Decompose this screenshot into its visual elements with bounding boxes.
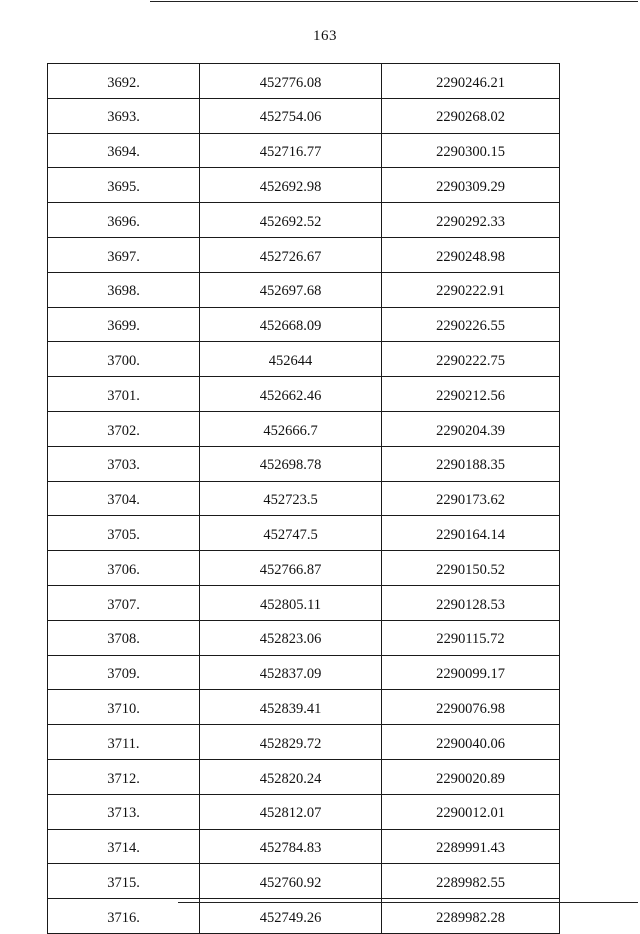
- y-coordinate-cell: 2290309.29: [382, 168, 560, 203]
- point-number-cell: 3701.: [48, 377, 200, 412]
- x-coordinate-cell: 452668.09: [200, 307, 382, 342]
- x-coordinate-cell: 452820.24: [200, 759, 382, 794]
- point-number-cell: 3706.: [48, 551, 200, 586]
- point-number-cell: 3692.: [48, 64, 200, 99]
- y-coordinate-cell: 2290012.01: [382, 794, 560, 829]
- y-coordinate-cell: 2290204.39: [382, 411, 560, 446]
- point-number-cell: 3705.: [48, 516, 200, 551]
- table-row: [48, 203, 560, 238]
- y-coordinate-cell: 2290020.89: [382, 759, 560, 794]
- y-coordinate-cell: 2290115.72: [382, 620, 560, 655]
- table-row: [48, 272, 560, 307]
- table-row: [48, 342, 560, 377]
- y-coordinate-cell: 2290222.75: [382, 342, 560, 377]
- x-coordinate-cell: 452716.77: [200, 133, 382, 168]
- y-coordinate-cell: 2289991.43: [382, 829, 560, 864]
- y-coordinate-cell: 2290248.98: [382, 237, 560, 272]
- table-row: [48, 829, 560, 864]
- x-coordinate-cell: 452839.41: [200, 690, 382, 725]
- point-number-cell: 3693.: [48, 98, 200, 133]
- point-number-cell: 3711.: [48, 725, 200, 760]
- table-row: [48, 585, 560, 620]
- x-coordinate-cell: 452666.7: [200, 411, 382, 446]
- y-coordinate-cell: 2290040.06: [382, 725, 560, 760]
- point-number-cell: 3714.: [48, 829, 200, 864]
- table-row: [48, 481, 560, 516]
- point-number-cell: 3710.: [48, 690, 200, 725]
- table-row: [48, 551, 560, 586]
- y-coordinate-cell: 2290212.56: [382, 377, 560, 412]
- point-number-cell: 3694.: [48, 133, 200, 168]
- point-number-cell: 3698.: [48, 272, 200, 307]
- point-number-cell: 3700.: [48, 342, 200, 377]
- y-coordinate-cell: 2290226.55: [382, 307, 560, 342]
- x-coordinate-cell: 452726.67: [200, 237, 382, 272]
- point-number-cell: 3695.: [48, 168, 200, 203]
- y-coordinate-cell: 2289982.55: [382, 864, 560, 899]
- y-coordinate-cell: 2290164.14: [382, 516, 560, 551]
- table-row: [48, 411, 560, 446]
- table-row: [48, 377, 560, 412]
- coordinate-table: [47, 63, 560, 934]
- x-coordinate-cell: 452776.08: [200, 64, 382, 99]
- table-row: [48, 64, 560, 99]
- point-number-cell: 3715.: [48, 864, 200, 899]
- point-number-cell: 3702.: [48, 411, 200, 446]
- y-coordinate-cell: 2290099.17: [382, 655, 560, 690]
- point-number-cell: 3707.: [48, 585, 200, 620]
- top-rule: [150, 1, 638, 2]
- point-number-cell: 3697.: [48, 237, 200, 272]
- table-row: [48, 725, 560, 760]
- x-coordinate-cell: 452805.11: [200, 585, 382, 620]
- point-number-cell: 3703.: [48, 446, 200, 481]
- table-row: [48, 98, 560, 133]
- x-coordinate-cell: 452697.68: [200, 272, 382, 307]
- y-coordinate-cell: 2289982.28: [382, 899, 560, 934]
- bottom-rule: [178, 902, 638, 903]
- table-row: [48, 899, 560, 934]
- y-coordinate-cell: 2290076.98: [382, 690, 560, 725]
- x-coordinate-cell: 452784.83: [200, 829, 382, 864]
- y-coordinate-cell: 2290222.91: [382, 272, 560, 307]
- point-number-cell: 3713.: [48, 794, 200, 829]
- table-row: [48, 133, 560, 168]
- y-coordinate-cell: 2290292.33: [382, 203, 560, 238]
- table-row: [48, 690, 560, 725]
- table-row: [48, 516, 560, 551]
- point-number-cell: 3699.: [48, 307, 200, 342]
- table-row: [48, 655, 560, 690]
- x-coordinate-cell: 452747.5: [200, 516, 382, 551]
- table-row: [48, 307, 560, 342]
- table-row: [48, 446, 560, 481]
- point-number-cell: 3712.: [48, 759, 200, 794]
- x-coordinate-cell: 452662.46: [200, 377, 382, 412]
- x-coordinate-cell: 452812.07: [200, 794, 382, 829]
- point-number-cell: 3696.: [48, 203, 200, 238]
- x-coordinate-cell: 452766.87: [200, 551, 382, 586]
- y-coordinate-cell: 2290246.21: [382, 64, 560, 99]
- table-body: [48, 64, 560, 934]
- x-coordinate-cell: 452692.98: [200, 168, 382, 203]
- table-row: [48, 794, 560, 829]
- table-row: [48, 759, 560, 794]
- point-number-cell: 3708.: [48, 620, 200, 655]
- y-coordinate-cell: 2290128.53: [382, 585, 560, 620]
- x-coordinate-cell: 452829.72: [200, 725, 382, 760]
- x-coordinate-cell: 452749.26: [200, 899, 382, 934]
- x-coordinate-cell: 452698.78: [200, 446, 382, 481]
- x-coordinate-cell: 452823.06: [200, 620, 382, 655]
- y-coordinate-cell: 2290300.15: [382, 133, 560, 168]
- x-coordinate-cell: 452692.52: [200, 203, 382, 238]
- table-row: [48, 237, 560, 272]
- y-coordinate-cell: 2290173.62: [382, 481, 560, 516]
- x-coordinate-cell: 452837.09: [200, 655, 382, 690]
- table-row: [48, 864, 560, 899]
- y-coordinate-cell: 2290150.52: [382, 551, 560, 586]
- page-number: 163: [313, 28, 337, 44]
- point-number-cell: 3704.: [48, 481, 200, 516]
- table-row: [48, 620, 560, 655]
- y-coordinate-cell: 2290188.35: [382, 446, 560, 481]
- x-coordinate-cell: 452723.5: [200, 481, 382, 516]
- point-number-cell: 3716.: [48, 899, 200, 934]
- table-row: [48, 168, 560, 203]
- x-coordinate-cell: 452754.06: [200, 98, 382, 133]
- point-number-cell: 3709.: [48, 655, 200, 690]
- x-coordinate-cell: 452760.92: [200, 864, 382, 899]
- y-coordinate-cell: 2290268.02: [382, 98, 560, 133]
- x-coordinate-cell: 452644: [200, 342, 382, 377]
